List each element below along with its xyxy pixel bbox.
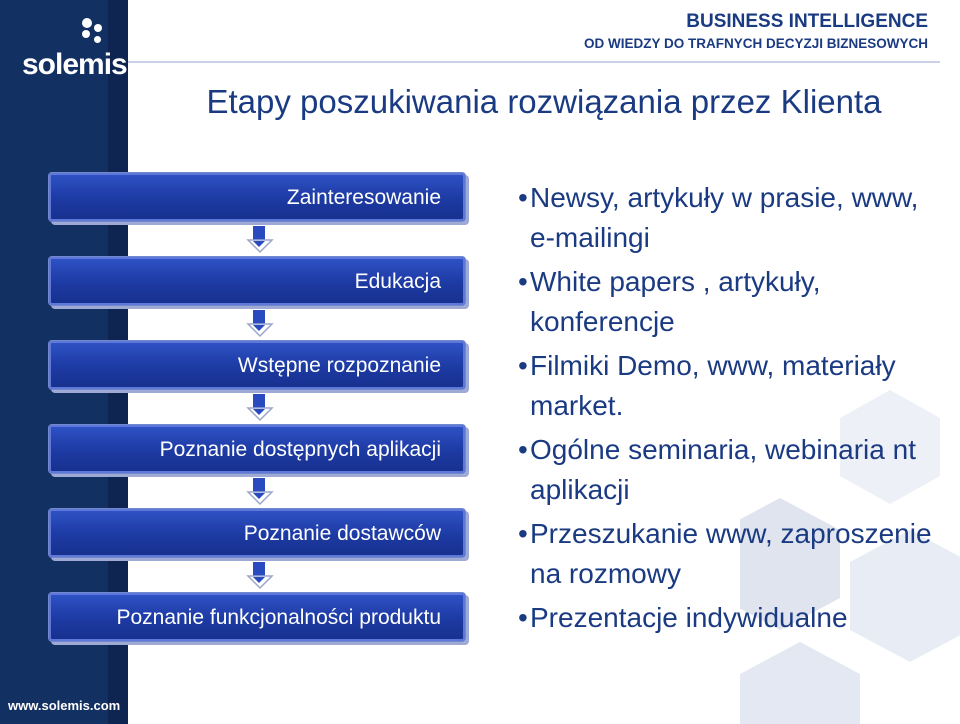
- bullet-list: [518, 178, 938, 642]
- stage-box: [48, 172, 466, 222]
- bullet-icon: •: [518, 518, 528, 549]
- bullet-text: Przeszukanie www, zaproszenie na rozmowy: [530, 518, 932, 589]
- stage-label: Poznanie dostawców: [243, 522, 441, 545]
- bullet-icon: •: [518, 182, 528, 213]
- bullet-text: Ogólne seminaria, webinaria nt aplikacji: [530, 434, 916, 505]
- bullet-icon: •: [518, 434, 528, 465]
- bullet-text: Prezentacje indywidualne: [530, 602, 848, 633]
- slide-title: Etapy poszukiwania rozwiązania przez Klienta: [206, 83, 882, 120]
- stage-label: Wstępne rozpoznanie: [237, 354, 441, 377]
- bullet-text: White papers , artykuły, konferencje: [530, 266, 821, 337]
- bullet-icon: •: [518, 266, 528, 297]
- bullet-icon: •: [518, 350, 528, 381]
- header-title: BUSINESS INTELLIGENCE: [686, 11, 928, 32]
- stage-box: [48, 424, 466, 474]
- bullet-item: [518, 178, 938, 258]
- bullet-item: [518, 346, 938, 426]
- bullet-text: Filmiki Demo, www, materiały market.: [530, 350, 896, 421]
- stage-box: [48, 508, 466, 558]
- bullet-item: [518, 514, 938, 594]
- arrow-down-icon: [246, 308, 276, 338]
- stage-label: Poznanie dostępnych aplikacji: [159, 438, 441, 461]
- stage-box: [48, 340, 466, 390]
- arrow-down-icon: [246, 224, 276, 254]
- stage-label: Edukacja: [354, 270, 441, 293]
- stage-box: [48, 256, 466, 306]
- header-subtitle: OD WIEDZY DO TRAFNYCH DECYZJI BIZNESOWYCH: [583, 36, 928, 51]
- bullet-item: [518, 430, 938, 510]
- header-divider: [128, 61, 940, 63]
- stage-label: Zainteresowanie: [286, 186, 441, 209]
- stage-label: Poznanie funkcjonalności produktu: [116, 606, 441, 629]
- bullet-item: [518, 262, 938, 342]
- arrow-down-icon: [246, 476, 276, 506]
- bullet-text: Newsy, artykuły w prasie, www, e-mailingi: [530, 182, 919, 253]
- arrow-down-icon: [246, 392, 276, 422]
- arrow-down-icon: [246, 560, 276, 590]
- logo-text: solemis: [22, 48, 127, 81]
- footer-url[interactable]: www.solemis.com: [8, 698, 121, 713]
- bullet-icon: •: [518, 602, 528, 633]
- bullet-item: [518, 598, 938, 638]
- stage-box: [48, 592, 466, 642]
- solemis-logo: [10, 18, 127, 81]
